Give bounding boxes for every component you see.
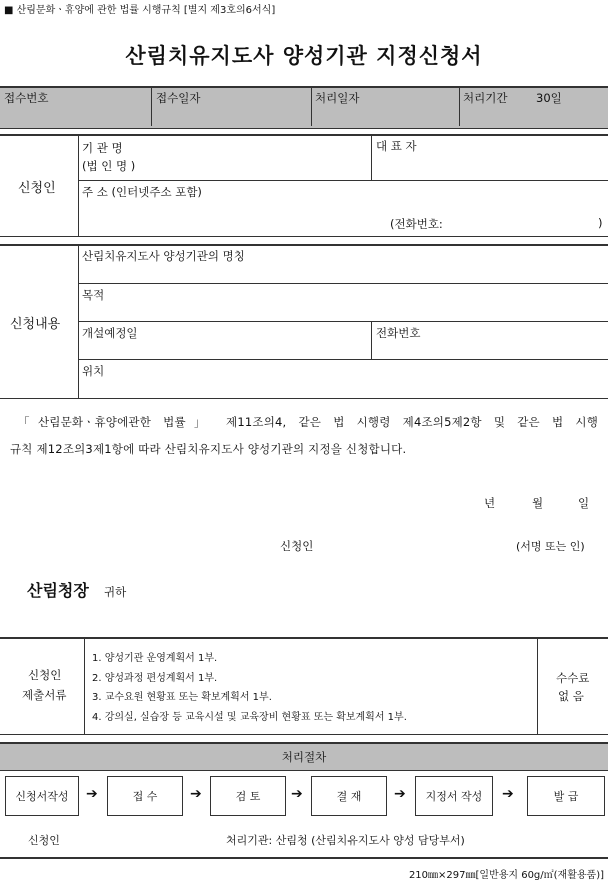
purpose-label: 목적 (82, 288, 105, 302)
corp-name-label: (법 인 명 ) (82, 159, 136, 173)
step-approval: 결 재 (311, 776, 387, 816)
org-name-label: 기 관 명 (82, 141, 123, 155)
statement-line-1: 「산림문화ㆍ휴양에관한 법률」 제11조의4, 같은 법 시행령 제4조의5제2항 및 같은 법 시행 (18, 415, 598, 429)
address-label: 주 소 (인터넷주소 포함) (82, 185, 202, 199)
documents-label-line2: 제출서류 (22, 688, 67, 702)
step-issuance: 발 급 (527, 776, 605, 816)
paper-spec-note: 210㎜×297㎜[일반용지 60g/㎡(재활용품)] (408, 870, 604, 881)
procedure-applicant-label: 신청인 (28, 834, 60, 847)
signer-label: 신청인 (280, 539, 314, 553)
arrow-icon: ➔ (190, 786, 202, 802)
document-item: 4. 강의실, 실습장 등 교육시설 및 교육장비 현황표 또는 확보계획서 1부. (92, 712, 407, 723)
applicant-section-label: 신청인 (18, 181, 56, 196)
step-certificate-writing: 지정서 작성 (415, 776, 493, 816)
open-date-label: 개설예정일 (82, 326, 138, 340)
location-label: 위치 (82, 364, 105, 378)
step-review: 검 토 (210, 776, 286, 816)
addressee: 산림청장 (27, 581, 89, 600)
content-section-label: 신청내용 (10, 317, 61, 332)
step-application: 신청서작성 (5, 776, 79, 816)
procedure-title: 처리절차 (0, 742, 608, 771)
processed-date-label: 처리일자 (315, 91, 360, 105)
phone-label: (전화번호: (390, 217, 443, 231)
arrow-icon: ➔ (502, 786, 514, 802)
processing-agency-label: 처리기관: 산림청 (산림치유지도사 양성 담당부서) (226, 834, 465, 847)
document-item: 2. 양성과정 편성계획서 1부. (92, 673, 218, 684)
representative-label: 대 표 자 (376, 139, 417, 153)
content-phone-label: 전화번호 (376, 326, 421, 340)
phone-close-paren: ) (598, 216, 603, 230)
receipt-bar (0, 86, 608, 129)
arrow-icon: ➔ (86, 786, 98, 802)
statement-line-2: 규칙 제12조의3제1항에 따라 산림치유지도사 양성기관의 지정을 신청합니다. (10, 442, 407, 456)
receipt-number-label: 접수번호 (4, 91, 49, 105)
date-day-label: 일 (578, 496, 590, 510)
processing-period-label: 처리기간 (463, 91, 508, 105)
step-receipt: 접 수 (107, 776, 183, 816)
arrow-icon: ➔ (394, 786, 406, 802)
fee-value: 없 음 (558, 689, 584, 703)
documents-label-line1: 신청인 (28, 668, 62, 682)
document-item: 1. 양성기관 운영계획서 1부. (92, 653, 218, 664)
addressee-suffix: 귀하 (104, 585, 127, 599)
date-year-label: 년 (484, 496, 496, 510)
date-month-label: 월 (532, 496, 544, 510)
institution-name-label: 산림치유지도사 양성기관의 명칭 (82, 249, 245, 263)
arrow-icon: ➔ (291, 786, 303, 802)
fee-label: 수수료 (556, 671, 590, 685)
form-reference-note: ■ 산림문화ㆍ휴양에 관한 법률 시행규칙 [별지 제3호의6서식] (4, 5, 276, 16)
processing-period-value: 30일 (536, 91, 562, 105)
document-item: 3. 교수요원 현황표 또는 확보계획서 1부. (92, 692, 272, 703)
receipt-date-label: 접수일자 (156, 91, 201, 105)
signature-note: (서명 또는 인) (516, 540, 585, 553)
page-title: 산림치유지도사 양성기관 지정신청서 (125, 44, 483, 68)
